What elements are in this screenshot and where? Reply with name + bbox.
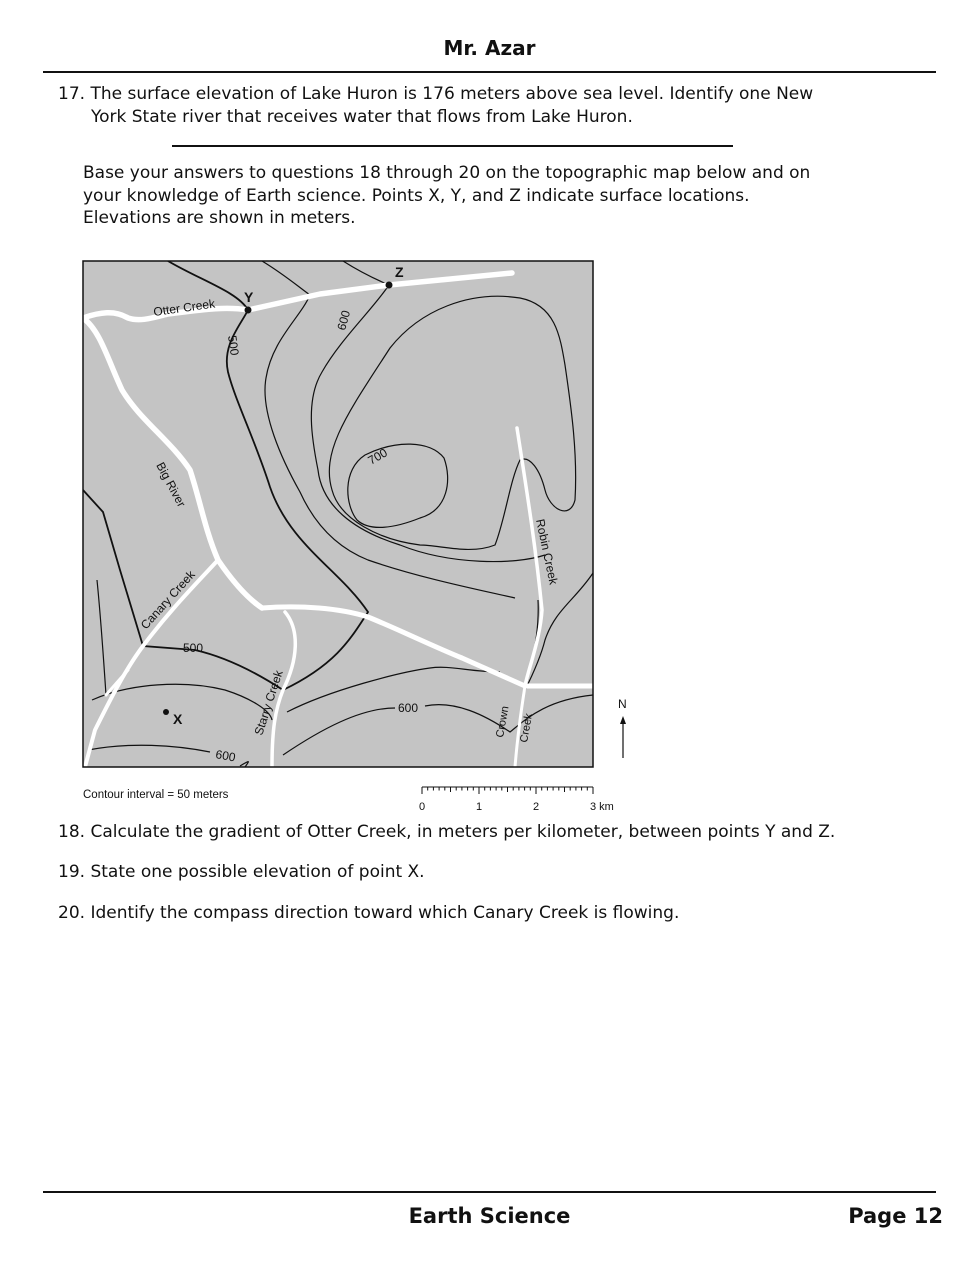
question-19 (58, 861, 425, 884)
intro-line-2: your knowledge of Earth science. Points X, Y, and Z indicate surface locations. (83, 185, 750, 206)
intro-line-1: Base your answers to questions 18 through 20 on the topographic map below and on (83, 163, 811, 183)
crown-creek-label-2: Creek (518, 712, 536, 744)
question-19-text: State one possible elevation of point X. (90, 862, 425, 882)
question-17-line1: The surface elevation of Lake Huron is 176 meters above sea level. Identify one New (90, 84, 814, 104)
point-x-label: X (173, 711, 183, 727)
footer-page-number: Page 12 (848, 1204, 943, 1228)
canary-creek-label: Canary Creek (137, 567, 198, 633)
map-intro (83, 162, 843, 230)
scale-bar (422, 787, 593, 794)
crown-creek-label-1: Crown (494, 705, 512, 739)
header-rule (43, 71, 936, 73)
contour-label-600-top: 600 (334, 308, 354, 332)
contour-label-600-bottom: 600 (214, 747, 237, 765)
contour-label-700: 700 (365, 445, 390, 468)
question-17-line2: York State river that receives water that flows from Lake Huron. (91, 107, 633, 127)
contour-label-600-mid: 600 (398, 701, 419, 715)
question-18-number: 18. (58, 822, 86, 842)
point-z-marker (386, 282, 393, 289)
point-x-marker (163, 709, 169, 715)
point-z-label: Z (395, 264, 404, 280)
question-20-number: 20. (58, 903, 86, 923)
starry-creek-label: Starry Creek (251, 668, 286, 737)
question-17-number: 17. (58, 84, 86, 104)
otter-creek-label: Otter Creek (152, 296, 216, 319)
robin-creek-label: Robin Creek (533, 517, 561, 586)
scale-label-1: 1 (476, 801, 483, 813)
contour-label-500-left: 500 (183, 641, 204, 655)
contour-label-500-top: 500 (225, 334, 242, 357)
scale-label-2: 2 (533, 801, 540, 813)
footer-subject: Earth Science (408, 1204, 571, 1228)
question-17 (58, 83, 813, 106)
big-river-label: Big River (153, 459, 189, 510)
question-20-text: Identify the compass direction toward which Canary Creek is flowing. (90, 903, 680, 923)
scale-label-0: 0 (419, 801, 426, 813)
intro-line-3: Elevations are shown in meters. (83, 208, 356, 228)
north-arrow-icon (620, 716, 626, 758)
question-19-number: 19. (58, 862, 86, 882)
footer-rule (43, 1191, 936, 1193)
north-label: N (618, 697, 627, 711)
question-18 (58, 821, 835, 844)
point-y-label: Y (244, 289, 254, 305)
answer-line-17[interactable] (172, 145, 733, 147)
topographic-map (80, 255, 640, 820)
question-20 (58, 902, 679, 925)
question-18-text: Calculate the gradient of Otter Creek, in meters per kilometer, between points Y and Z. (90, 822, 836, 842)
contour-interval-label: Contour interval = 50 meters (83, 789, 229, 801)
point-y-marker (245, 307, 252, 314)
scale-label-3: 3 km (590, 801, 614, 813)
page-header-teacher: Mr. Azar (443, 36, 536, 60)
